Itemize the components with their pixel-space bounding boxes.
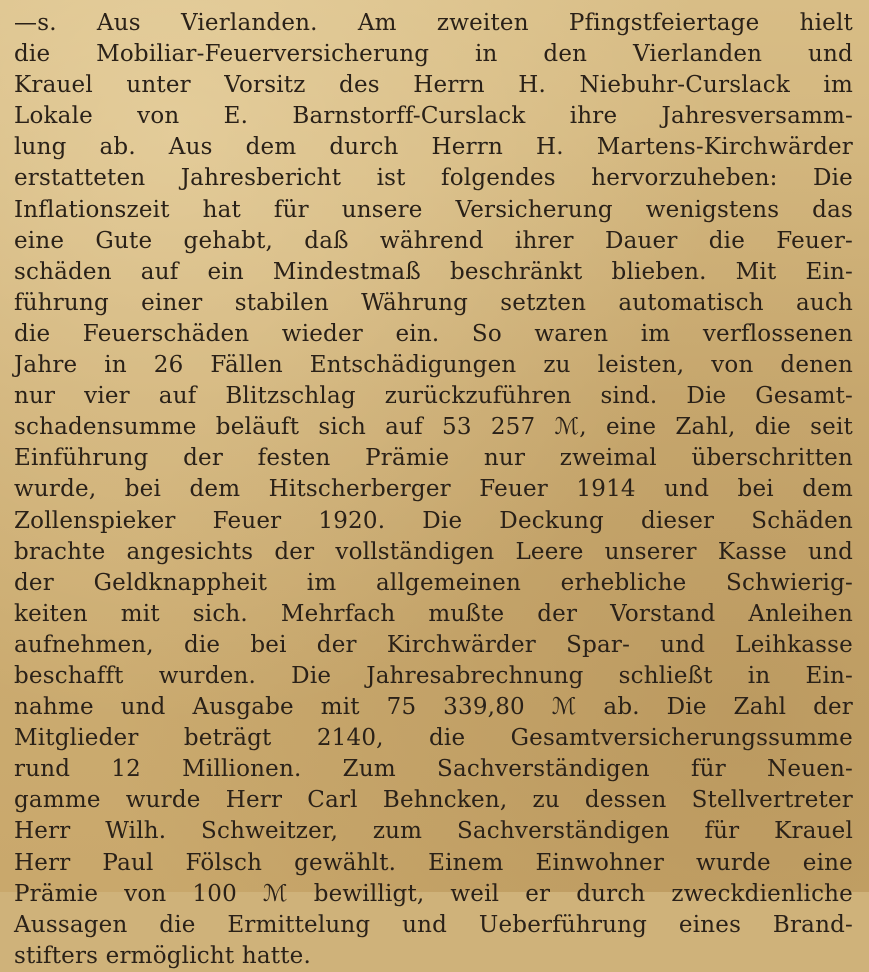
article-line-27: Herr Wilh. Schweitzer, zum Sachverständigen für Krauel [14,818,853,845]
article-line-2: die Mobiliar-Feuerversicherung in den Vierlanden und [14,41,853,68]
article-line-4: Lokale von E. Barnstorff-Curslack ihre Jahresversamm- [14,103,853,130]
article-line-9: schäden auf ein Mindestmaß beschränkt blieben. Mit Ein- [14,258,853,285]
article-line-22: beschafft wurden. Die Jahresabrechnung schließt in Ein- [14,662,853,689]
article-line-21: aufnehmen, die bei der Kirchwärder Spar- und Leihkasse [14,631,853,658]
article-line-7: Inflationszeit hat für unsere Versicherung wenigstens das [14,196,853,223]
article-line-17: Zollenspieker Feuer 1920. Die Deckung dieser Schäden [14,507,853,534]
article-line-16: wurde, bei dem Hitscherberger Feuer 1914 und bei dem [14,476,853,503]
article-line-13: nur vier auf Blitzschlag zurückzuführen sind. Die Gesamt- [14,383,853,410]
article-line-3: Krauel unter Vorsitz des Herrn H. Niebuhr-Curslack im [14,72,853,99]
article-line-10: führung einer stabilen Währung setzten automatisch auch [14,289,853,316]
article-line-24: Mitglieder beträgt 2140, die Gesamtversicherungssumme [14,725,853,752]
article-line-14: schadensumme beläuft sich auf 53 257 ℳ, eine Zahl, die seit [14,414,853,441]
article-line-8: eine Gute gehabt, daß während ihrer Dauer die Feuer- [14,227,853,254]
article-line-1: —s. Aus Vierlanden. Am zweiten Pfingstfeiertage hielt [14,10,853,36]
article-line-29: Prämie von 100 ℳ bewilligt, weil er durch zweckdienliche [14,880,853,907]
article-line-15: Einführung der festen Prämie nur zweimal überschritten [14,445,853,472]
article-line-26: gamme wurde Herr Carl Behncken, zu dessen Stellvertreter [14,787,853,814]
article-line-28: Herr Paul Fölsch gewählt. Einem Einwohner wurde eine [14,849,853,876]
article-line-5: lung ab. Aus dem durch Herrn H. Martens-Kirchwärder [14,134,853,161]
article-line-20: keiten mit sich. Mehrfach mußte der Vorstand Anleihen [14,600,853,627]
article-line-25: rund 12 Millionen. Zum Sachverständigen für Neuen- [14,756,853,783]
article-line-23: nahme und Ausgabe mit 75 339,80 ℳ ab. Die Zahl der [14,694,853,721]
article-line-11: die Feuerschäden wieder ein. So waren im verflossenen [14,320,853,347]
article-line-6: erstatteten Jahresbericht ist folgendes hervorzuheben: Die [14,165,853,192]
article-line-12: Jahre in 26 Fällen Entschädigungen zu leisten, von denen [14,352,853,379]
article-line-18: brachte angesichts der vollständigen Leere unserer Kasse und [14,538,853,565]
article-line-30: Aussagen die Ermittelung und Ueberführung eines Brand- [14,911,853,938]
article-line-31: stifters ermöglicht hatte. [14,942,311,969]
article-line-19: der Geldknappheit im allgemeinen erhebliche Schwierig- [14,569,853,596]
